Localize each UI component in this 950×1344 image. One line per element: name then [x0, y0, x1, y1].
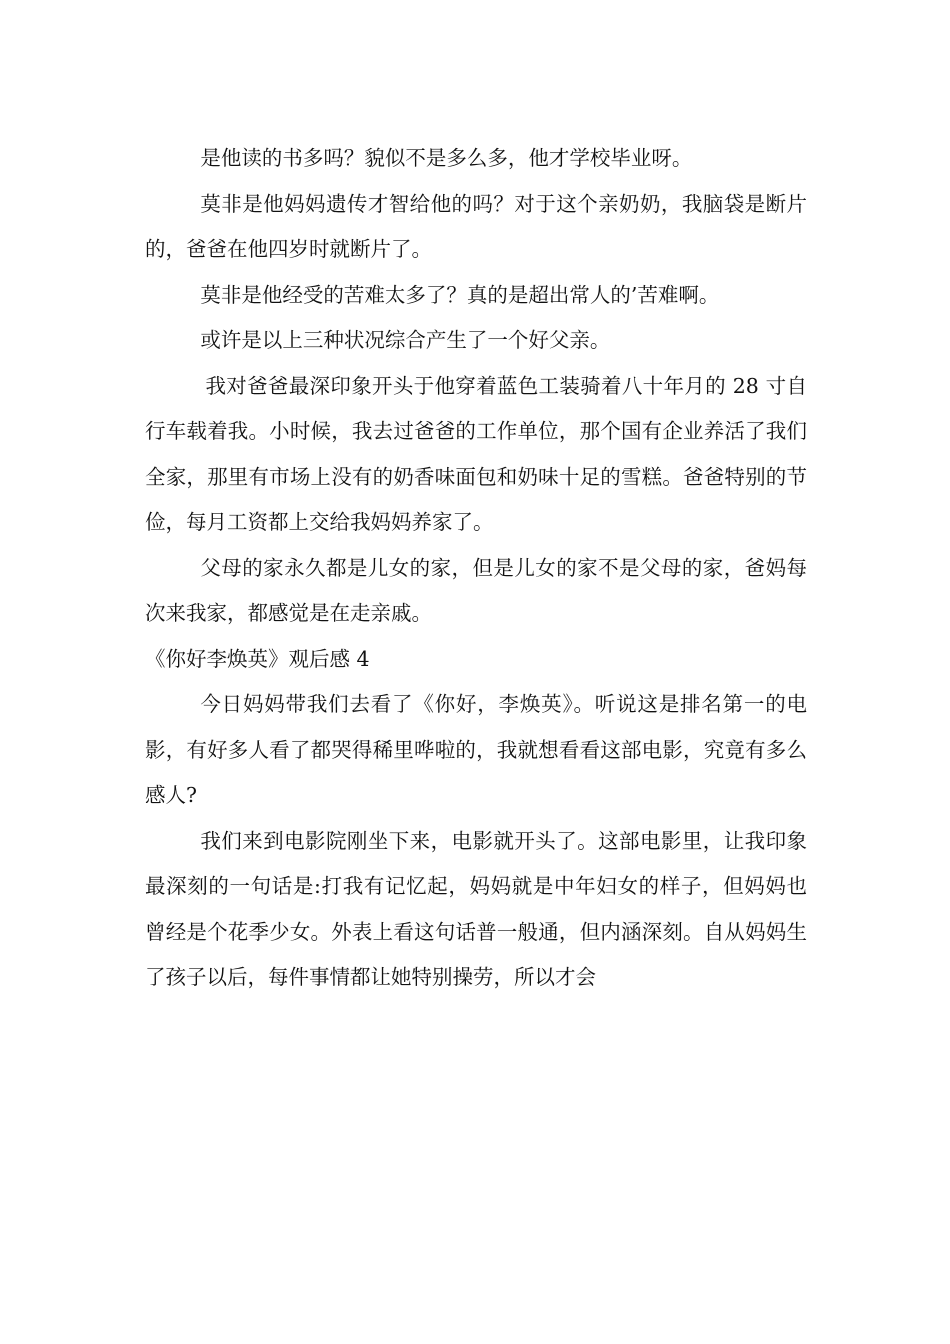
- paragraph-2: 莫非是他妈妈遗传才智给他的吗？对于这个亲奶奶，我脑袋是断片的，爸爸在他四岁时就断片了。: [145, 191, 807, 261]
- section-heading: 《你好李焕英》观后感 4: [145, 646, 370, 671]
- document-body: [145, 136, 807, 1001]
- paragraph-3: 莫非是他经受的苦难太多了？真的是超出常人的’苦难啊。: [200, 282, 720, 307]
- paragraph-1: 是他读的书多吗？貌似不是多么多，他才学校毕业呀。: [200, 146, 693, 170]
- paragraph-6: 父母的家永久都是儿女的家，但是儿女的家不是父母的家，爸妈每次来我家，都感觉是在走亲戚。: [145, 555, 807, 625]
- paragraph-7: 今日妈妈带我们去看了《你好，李焕英》。听说这是排名第一的电影，有好多人看了都哭得稀里哗啦的，我就想看看这部电影，究竟有多么感人?: [145, 692, 807, 807]
- paragraph-8: 我们来到电影院刚坐下来，电影就开头了。这部电影里，让我印象最深刻的一句话是:打我有记忆起，妈妈就是中年妇女的样子，但妈妈也曾经是个花季少女。外表上看这句话普一般通，但内涵深刻。自从妈妈生了孩子以后，每件事情都让她特别操劳，所以才会: [145, 828, 807, 989]
- paragraph-4: 或许是以上三种状况综合产生了一个好父亲。: [200, 328, 611, 352]
- paragraph-5: 我对爸爸最深印象开头于他穿着蓝色工装骑着八十年月的 28 寸自行车载着我。小时候，我去过爸爸的工作单位，那个国有企业养活了我们全家，那里有市场上没有的奶香味面包和奶味十足的雪糕。爸爸特别的节俭，每月工资都上交给我妈妈养家了。: [145, 373, 807, 534]
